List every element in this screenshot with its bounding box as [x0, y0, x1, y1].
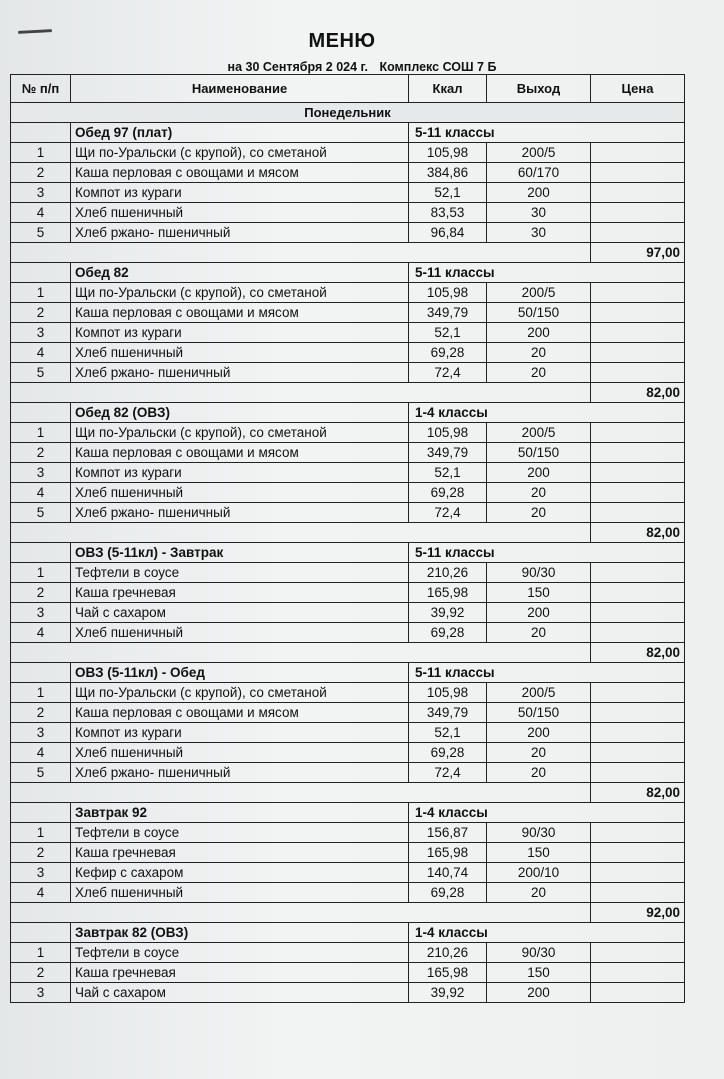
group-total-price: 82,00 [591, 523, 685, 543]
item-name: Хлеб пшеничный [71, 343, 409, 363]
item-price [591, 763, 685, 783]
item-output: 50/150 [487, 443, 591, 463]
group-classes: 1-4 классы [409, 803, 685, 823]
item-price [591, 983, 685, 1003]
item-kcal: 165,98 [409, 583, 487, 603]
item-kcal: 105,98 [409, 683, 487, 703]
item-kcal: 52,1 [409, 723, 487, 743]
group-total-price: 82,00 [591, 383, 685, 403]
item-name: Щи по-Уральски (с крупой), со сметаной [71, 283, 409, 303]
item-number: 2 [11, 703, 71, 723]
item-name: Кефир с сахаром [71, 863, 409, 883]
header-price: Цена [591, 75, 685, 103]
item-output: 50/150 [487, 703, 591, 723]
item-name: Хлеб ржано- пшеничный [71, 763, 409, 783]
item-number: 3 [11, 983, 71, 1003]
item-output: 20 [487, 763, 591, 783]
group-header-row [11, 543, 685, 563]
item-price [591, 463, 685, 483]
item-price [591, 483, 685, 503]
item-price [591, 883, 685, 903]
item-name: Хлеб ржано- пшеничный [71, 223, 409, 243]
item-price [591, 743, 685, 763]
group-empty-cell [11, 543, 71, 563]
item-number: 4 [11, 483, 71, 503]
item-name: Хлеб ржано- пшеничный [71, 503, 409, 523]
item-price [591, 303, 685, 323]
item-kcal: 52,1 [409, 323, 487, 343]
item-name: Каша гречневая [71, 583, 409, 603]
menu-item-row [11, 703, 685, 723]
item-name: Компот из кураги [71, 323, 409, 343]
item-name: Хлеб пшеничный [71, 883, 409, 903]
item-kcal: 69,28 [409, 883, 487, 903]
group-header-row [11, 123, 685, 143]
item-price [591, 503, 685, 523]
item-price [591, 423, 685, 443]
menu-item-row [11, 223, 685, 243]
menu-date: на 30 Сентября 2 024 г. [227, 60, 368, 74]
menu-item-row [11, 343, 685, 363]
menu-item-row [11, 483, 685, 503]
item-price [591, 443, 685, 463]
menu-item-row [11, 303, 685, 323]
group-classes: 5-11 классы [409, 263, 685, 283]
item-output: 90/30 [487, 823, 591, 843]
item-price [591, 563, 685, 583]
group-header-row [11, 263, 685, 283]
item-name: Тефтели в соусе [71, 563, 409, 583]
item-price [591, 203, 685, 223]
menu-item-row [11, 883, 685, 903]
item-output: 20 [487, 483, 591, 503]
group-title: Завтрак 92 [71, 803, 409, 823]
group-title: ОВЗ (5-11кл) - Обед [71, 663, 409, 683]
item-kcal: 384,86 [409, 163, 487, 183]
item-kcal: 210,26 [409, 943, 487, 963]
item-name: Компот из кураги [71, 463, 409, 483]
item-number: 2 [11, 843, 71, 863]
item-price [591, 583, 685, 603]
item-price [591, 703, 685, 723]
item-number: 4 [11, 623, 71, 643]
item-name: Щи по-Уральски (с крупой), со сметаной [71, 143, 409, 163]
total-spacer [11, 903, 591, 923]
item-price [591, 343, 685, 363]
menu-item-row [11, 763, 685, 783]
group-total-row [11, 903, 685, 923]
item-output: 200/5 [487, 283, 591, 303]
group-total-row [11, 783, 685, 803]
item-name: Компот из кураги [71, 183, 409, 203]
item-name: Хлеб ржано- пшеничный [71, 363, 409, 383]
item-number: 2 [11, 443, 71, 463]
menu-item-row [11, 863, 685, 883]
item-name: Компот из кураги [71, 723, 409, 743]
menu-item-row [11, 843, 685, 863]
item-price [591, 943, 685, 963]
menu-complex: Комплекс СОШ 7 Б [379, 60, 497, 74]
group-total-row [11, 383, 685, 403]
item-number: 1 [11, 943, 71, 963]
item-kcal: 52,1 [409, 183, 487, 203]
item-kcal: 165,98 [409, 843, 487, 863]
item-number: 5 [11, 763, 71, 783]
item-kcal: 39,92 [409, 983, 487, 1003]
header-name: Наименование [71, 75, 409, 103]
menu-item-row [11, 143, 685, 163]
item-output: 20 [487, 503, 591, 523]
item-price [591, 683, 685, 703]
menu-item-row [11, 723, 685, 743]
group-classes: 5-11 классы [409, 123, 685, 143]
item-kcal: 165,98 [409, 963, 487, 983]
item-number: 1 [11, 683, 71, 703]
menu-subtitle [0, 60, 724, 74]
group-classes: 1-4 классы [409, 403, 685, 423]
item-kcal: 72,4 [409, 363, 487, 383]
menu-item-row [11, 283, 685, 303]
item-kcal: 349,79 [409, 443, 487, 463]
menu-item-row [11, 983, 685, 1003]
item-number: 3 [11, 463, 71, 483]
item-output: 150 [487, 583, 591, 603]
item-price [591, 143, 685, 163]
item-number: 3 [11, 863, 71, 883]
item-price [591, 863, 685, 883]
item-number: 1 [11, 563, 71, 583]
item-price [591, 283, 685, 303]
item-kcal: 69,28 [409, 623, 487, 643]
menu-item-row [11, 583, 685, 603]
menu-item-row [11, 963, 685, 983]
item-number: 2 [11, 963, 71, 983]
item-name: Каша гречневая [71, 843, 409, 863]
item-kcal: 156,87 [409, 823, 487, 843]
item-number: 3 [11, 603, 71, 623]
menu-item-row [11, 823, 685, 843]
group-classes: 5-11 классы [409, 543, 685, 563]
item-number: 1 [11, 423, 71, 443]
item-output: 200 [487, 603, 591, 623]
header-kcal: Ккал [409, 75, 487, 103]
group-empty-cell [11, 123, 71, 143]
group-header-row [11, 803, 685, 823]
item-kcal: 72,4 [409, 503, 487, 523]
item-output: 50/150 [487, 303, 591, 323]
group-header-row [11, 403, 685, 423]
menu-item-row [11, 603, 685, 623]
item-name: Тефтели в соусе [71, 823, 409, 843]
item-output: 20 [487, 363, 591, 383]
item-number: 2 [11, 163, 71, 183]
menu-item-row [11, 563, 685, 583]
item-output: 150 [487, 843, 591, 863]
item-output: 200 [487, 323, 591, 343]
group-total-price: 82,00 [591, 783, 685, 803]
item-output: 60/170 [487, 163, 591, 183]
item-output: 20 [487, 623, 591, 643]
group-classes: 1-4 классы [409, 923, 685, 943]
menu-item-row [11, 183, 685, 203]
item-number: 4 [11, 743, 71, 763]
group-empty-cell [11, 263, 71, 283]
item-name: Каша перловая с овощами и мясом [71, 443, 409, 463]
menu-item-row [11, 463, 685, 483]
item-number: 5 [11, 503, 71, 523]
item-number: 2 [11, 583, 71, 603]
group-total-price: 92,00 [591, 903, 685, 923]
item-price [591, 723, 685, 743]
total-spacer [11, 243, 591, 263]
item-kcal: 83,53 [409, 203, 487, 223]
item-price [591, 163, 685, 183]
group-title: Завтрак 82 (ОВЗ) [71, 923, 409, 943]
menu-table [10, 74, 685, 1003]
item-output: 200 [487, 463, 591, 483]
group-total-row [11, 643, 685, 663]
group-title: ОВЗ (5-11кл) - Завтрак [71, 543, 409, 563]
item-number: 5 [11, 363, 71, 383]
item-number: 1 [11, 823, 71, 843]
item-price [591, 183, 685, 203]
item-output: 20 [487, 883, 591, 903]
item-price [591, 223, 685, 243]
item-output: 30 [487, 203, 591, 223]
item-output: 200/5 [487, 683, 591, 703]
item-price [591, 843, 685, 863]
group-empty-cell [11, 403, 71, 423]
item-kcal: 105,98 [409, 423, 487, 443]
item-kcal: 69,28 [409, 483, 487, 503]
menu-item-row [11, 203, 685, 223]
total-spacer [11, 783, 591, 803]
item-price [591, 603, 685, 623]
item-output: 90/30 [487, 563, 591, 583]
group-empty-cell [11, 663, 71, 683]
menu-item-row [11, 163, 685, 183]
item-number: 3 [11, 323, 71, 343]
menu-item-row [11, 743, 685, 763]
item-output: 20 [487, 343, 591, 363]
group-title: Обед 82 (ОВЗ) [71, 403, 409, 423]
item-name: Хлеб пшеничный [71, 203, 409, 223]
item-name: Щи по-Уральски (с крупой), со сметаной [71, 683, 409, 703]
item-number: 4 [11, 203, 71, 223]
menu-item-row [11, 363, 685, 383]
item-name: Щи по-Уральски (с крупой), со сметаной [71, 423, 409, 443]
item-name: Каша перловая с овощами и мясом [71, 163, 409, 183]
menu-body [11, 103, 685, 1003]
item-kcal: 105,98 [409, 143, 487, 163]
item-price [591, 963, 685, 983]
item-kcal: 72,4 [409, 763, 487, 783]
item-kcal: 69,28 [409, 743, 487, 763]
group-total-row [11, 523, 685, 543]
item-number: 3 [11, 723, 71, 743]
item-output: 200/5 [487, 143, 591, 163]
item-output: 150 [487, 963, 591, 983]
group-total-row [11, 243, 685, 263]
total-spacer [11, 383, 591, 403]
item-kcal: 349,79 [409, 703, 487, 723]
menu-item-row [11, 943, 685, 963]
item-kcal: 39,92 [409, 603, 487, 623]
item-name: Чай с сахаром [71, 603, 409, 623]
group-header-row [11, 663, 685, 683]
item-name: Хлеб пшеничный [71, 483, 409, 503]
day-row [11, 103, 685, 123]
item-name: Чай с сахаром [71, 983, 409, 1003]
item-output: 20 [487, 743, 591, 763]
header-num: № п/п [11, 75, 71, 103]
item-price [591, 623, 685, 643]
group-header-row [11, 923, 685, 943]
item-kcal: 52,1 [409, 463, 487, 483]
total-spacer [11, 643, 591, 663]
item-output: 200 [487, 183, 591, 203]
item-kcal: 349,79 [409, 303, 487, 323]
item-number: 1 [11, 143, 71, 163]
day-label: Понедельник [11, 103, 685, 123]
menu-item-row [11, 423, 685, 443]
item-number: 5 [11, 223, 71, 243]
item-name: Каша гречневая [71, 963, 409, 983]
item-name: Хлеб пшеничный [71, 743, 409, 763]
item-number: 4 [11, 883, 71, 903]
group-title: Обед 82 [71, 263, 409, 283]
item-kcal: 96,84 [409, 223, 487, 243]
item-number: 4 [11, 343, 71, 363]
group-empty-cell [11, 923, 71, 943]
item-name: Каша перловая с овощами и мясом [71, 703, 409, 723]
item-price [591, 823, 685, 843]
header-row [11, 75, 685, 103]
group-total-price: 82,00 [591, 643, 685, 663]
menu-item-row [11, 443, 685, 463]
item-kcal: 210,26 [409, 563, 487, 583]
header-output: Выход [487, 75, 591, 103]
item-output: 30 [487, 223, 591, 243]
menu-title: МЕНЮ [308, 30, 376, 52]
item-kcal: 105,98 [409, 283, 487, 303]
menu-item-row [11, 683, 685, 703]
item-output: 200/5 [487, 423, 591, 443]
menu-item-row [11, 323, 685, 343]
item-output: 90/30 [487, 943, 591, 963]
item-price [591, 363, 685, 383]
item-number: 3 [11, 183, 71, 203]
item-number: 2 [11, 303, 71, 323]
item-kcal: 69,28 [409, 343, 487, 363]
menu-item-row [11, 503, 685, 523]
group-classes: 5-11 классы [409, 663, 685, 683]
item-number: 1 [11, 283, 71, 303]
item-output: 200/10 [487, 863, 591, 883]
group-total-price: 97,00 [591, 243, 685, 263]
item-kcal: 140,74 [409, 863, 487, 883]
item-name: Хлеб пшеничный [71, 623, 409, 643]
group-empty-cell [11, 803, 71, 823]
total-spacer [11, 523, 591, 543]
group-title: Обед 97 (плат) [71, 123, 409, 143]
menu-item-row [11, 623, 685, 643]
item-name: Тефтели в соусе [71, 943, 409, 963]
item-output: 200 [487, 723, 591, 743]
item-output: 200 [487, 983, 591, 1003]
item-name: Каша перловая с овощами и мясом [71, 303, 409, 323]
item-price [591, 323, 685, 343]
